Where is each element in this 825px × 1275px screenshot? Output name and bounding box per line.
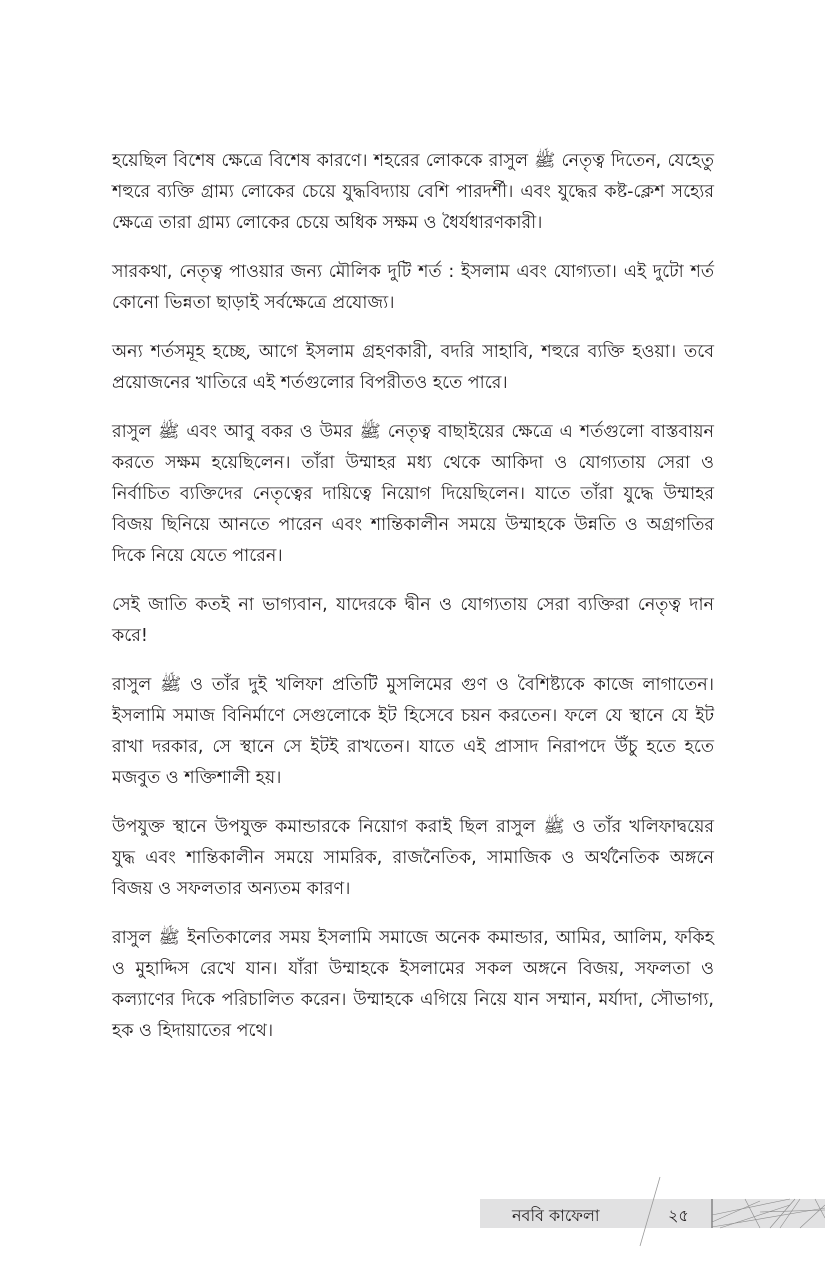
footer-page-number: ২৫ — [668, 1206, 689, 1225]
footer-line-pattern — [712, 1199, 825, 1228]
footer-slash-divider — [640, 1177, 660, 1246]
footer-book-title: নববি কাফেলা — [512, 1206, 600, 1225]
paragraph: রাসুল ﷺ ও তাঁর দুই খলিফা প্রতিটি মুসলিমের গুণ ও বৈশিষ্ট্যকে কাজে লাগাতেন। ইসলামি সমাজ বিনির্মাণে সেগুলোকে ইট হিসেবে চয়ন করতেন। ফলে যে স্থানে যে ইট রাখা দরকার, সে স্থানে সে ইটই রাখতেন। যাতে এই প্রাসাদ নিরাপদে উঁচু হতে হতে মজবুত ও শক্তিশালী হয়। — [112, 675, 714, 788]
paragraph: উপযুক্ত স্থানে উপযুক্ত কমান্ডারকে নিয়োগ করাই ছিল রাসুল ﷺ ও তাঁর খলিফাদ্বয়ের যুদ্ধ এবং শান্তিকালীন সময়ে সামরিক, রাজনৈতিক, সামাজিক ও অর্থনৈতিক অঙ্গনে বিজয় ও সফলতার অন্যতম কারণ। — [112, 817, 715, 899]
paragraph: রাসুল ﷺ এবং আবু বকর ও উমর ﷺ নেতৃত্ব বাছাইয়ের ক্ষেত্রে এ শর্তগুলো বাস্তবায়ন করতে সক্ষম হয়েছিলেন। তাঁরা উম্মাহর মধ্য থেকে আকিদা ও যোগ্যতায় সেরা ও নির্বাচিত ব্যক্তিদের নেতৃত্বের দায়িত্বে নিয়োগ দিয়েছিলেন। যাতে তাঁরা যুদ্ধে উম্মাহর বিজয় ছিনিয়ে আনতে পারেন এবং শান্তিকালীন সময়ে উম্মাহকে উন্নতি ও অগ্রগতির দিকে নিয়ে যেতে পারেন। — [112, 422, 714, 566]
paragraph: রাসুল ﷺ ইনতিকালের সময় ইসলামি সমাজে অনেক কমান্ডার, আমির, আলিম, ফকিহ ও মুহাদ্দিস রেখে যান। যাঁরা উম্মাহকে ইসলামের সকল অঙ্গনে বিজয়, সফলতা ও কল্যাণের দিকে পরিচালিত করেন। উম্মাহকে এগিয়ে নিয়ে যান সম্মান, মর্যাদা, সৌভাগ্য, হক ও হিদায়াতের পথে। — [112, 928, 714, 1041]
paragraph: সারকথা, নেতৃত্ব পাওয়ার জন্য মৌলিক দুটি শর্ত : ইসলাম এবং যোগ্যতা। এই দুটো শর্ত কোনো ভিন্নতা ছাড়াই সর্বক্ষেত্রে প্রযোজ্য। — [112, 262, 714, 313]
paragraph: অন্য শর্তসমূহ হচ্ছে, আগে ইসলাম গ্রহণকারী, বদরি সাহাবি, শহুরে ব্যক্তি হওয়া। তবে প্রয়োজনের খাতিরে এই শর্তগুলোর বিপরীতও হতে পারে। — [112, 342, 714, 393]
paragraph: সেই জাতি কতই না ভাগ্যবান, যাদেরকে দ্বীন ও যোগ্যতায় সেরা ব্যক্তিরা নেতৃত্ব দান করে! — [112, 595, 714, 646]
paragraph: হয়েছিল বিশেষ ক্ষেত্রে বিশেষ কারণে। শহরের লোককে রাসুল ﷺ নেতৃত্ব দিতেন, যেহেতু শহুরে ব্যক্তি গ্রাম্য লোকের চেয়ে যুদ্ধবিদ্যায় বেশি পারদর্শী। এবং যুদ্ধের কষ্ট-ক্লেশ সহ্যের ক্ষেত্রে তারা গ্রাম্য লোকের চেয়ে অধিক সক্ষম ও ধৈর্যধারণকারী। — [112, 151, 714, 233]
